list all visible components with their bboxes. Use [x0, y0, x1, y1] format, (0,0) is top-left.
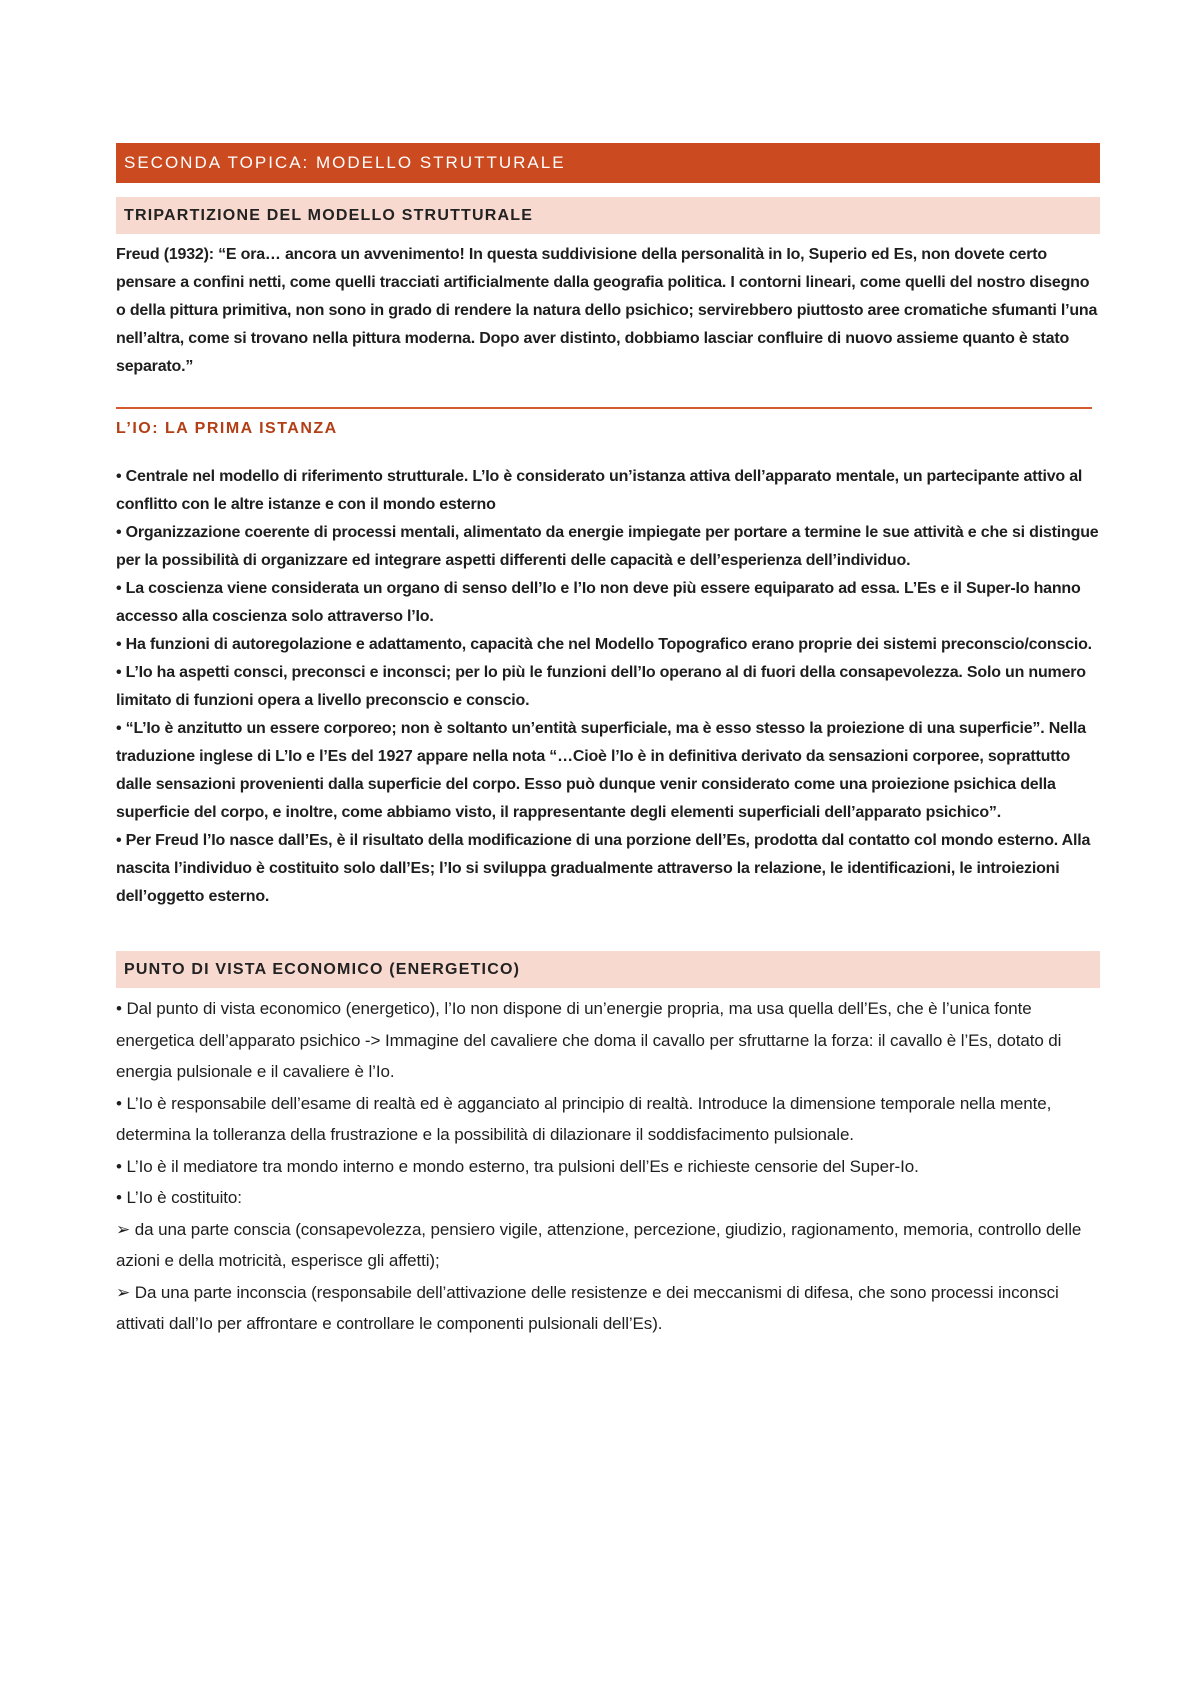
io-bullet-list	[116, 463, 1100, 911]
main-section-header: SECONDA TOPICA: MODELLO STRUTTURALE	[116, 143, 1100, 183]
list-item: • Organizzazione coerente di processi mentali, alimentato da energie impiegate per portare a termine le sue attività e che si distingue per la possibilità di organizzare ed integrare aspetti differenti delle capacità e dell’esperienza dell’individuo.	[116, 524, 1099, 569]
section-header-tripartizione: TRIPARTIZIONE DEL MODELLO STRUTTURALE	[116, 197, 1100, 234]
sub-list-item: ➢ Da una parte inconscia (responsabile dell’attivazione delle resistenze e dei meccanismi di difesa, che sono processi inconsci attivati dall’Io per affrontare e controllare le componenti pulsionali dell’Es).	[116, 1282, 1059, 1333]
list-item: • Centrale nel modello di riferimento strutturale. L’Io è considerato un’istanza attiva dell’apparato mentale, un partecipante attivo al conflitto con le altre istanze e con il mondo esterno	[116, 468, 1083, 513]
list-item: • La coscienza viene considerata un organo di senso dell’Io e l’Io non deve più essere equiparato ad essa. L’Es e il Super-Io hanno accesso alla coscienza solo attraverso l’Io.	[116, 580, 1081, 625]
list-item: • Dal punto di vista economico (energetico), l’Io non dispone di un’energie propria, ma usa quella dell’Es, che è l’unica fonte energetica dell’apparato psichico -> Immagine del cavaliere che doma il cavallo per sfruttarne la forza: il cavallo è l’Es, dotato di energia pulsionale e il cavaliere è l’Io.	[116, 999, 1062, 1081]
document-page	[116, 143, 1100, 1340]
list-item: • Ha funzioni di autoregolazione e adattamento, capacità che nel Modello Topografico erano proprie dei sistemi preconscio/conscio.	[116, 636, 1092, 653]
section-header-economico: PUNTO DI VISTA ECONOMICO (ENERGETICO)	[116, 951, 1100, 988]
section-divider-io	[116, 407, 1092, 441]
economico-bullet-list	[116, 993, 1100, 1340]
freud-quote-paragraph: Freud (1932): “E ora… ancora un avvenimento! In questa suddivisione della personalità in Io, Superio ed Es, non dovete certo pensare a confini netti, come quelli tracciati artificialmente dalla geografia politica. I contorni lineari, come quelli del nostro disegno o della pittura primitiva, non sono in grado di rendere la natura dello psichico; servirebbero piuttosto aree cromatiche sfumanti l’una nell’altra, come si trovano nella pittura moderna. Dopo aver distinto, dobbiamo lasciar confluire di nuovo assieme quanto è stato separato.”	[116, 246, 1098, 375]
list-item: • L’Io è responsabile dell’esame di realtà ed è agganciato al principio di realtà. Introduce la dimensione temporale nella mente, determina la tolleranza della frustrazione e la possibilità di dilazionare il soddisfacimento pulsionale.	[116, 1093, 1052, 1144]
list-item: • “L’Io è anzitutto un essere corporeo; non è soltanto un’entità superficiale, ma è esso stesso la proiezione di una superficie”. Nella traduzione inglese di L’Io e l’Es del 1927 appare nella nota “…Cioè l’Io è in definitiva derivato da sensazioni corporee, soprattutto dalle sensazioni provenienti dalla superficie del corpo. Esso può dunque venir considerato come una proiezione psichica della superficie del corpo, e inoltre, come abbiamo visto, il rappresentante degli elementi superficiali dell’apparato psichico”.	[116, 720, 1086, 821]
list-item: • Per Freud l’Io nasce dall’Es, è il risultato della modificazione di una porzione dell’Es, prodotta dal contatto col mondo esterno. Alla nascita l’individuo è costituito solo dall’Es; l’Io si sviluppa gradualmente attraverso la relazione, le identificazioni, le introiezioni dell’oggetto esterno.	[116, 832, 1091, 905]
list-item: • L’Io ha aspetti consci, preconsci e inconsci; per lo più le funzioni dell’Io operano al di fuori della consapevolezza. Solo un numero limitato di funzioni opera a livello preconscio e conscio.	[116, 664, 1086, 709]
section-title-io: L’IO: LA PRIMA ISTANZA	[116, 420, 338, 437]
list-item: • L’Io è costituito:	[116, 1188, 242, 1207]
list-item: • L’Io è il mediatore tra mondo interno e mondo esterno, tra pulsioni dell’Es e richieste censorie del Super-Io.	[116, 1156, 919, 1176]
sub-list-item: ➢ da una parte conscia (consapevolezza, pensiero vigile, attenzione, percezione, giudizio, ragionamento, memoria, controllo delle azioni e della motricità, esperisce gli affetti);	[116, 1219, 1082, 1270]
